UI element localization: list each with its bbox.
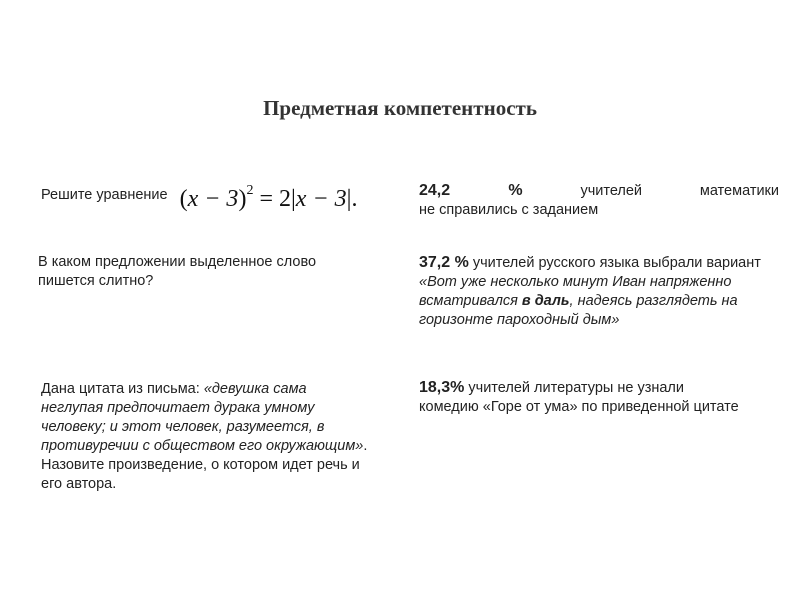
eq-abs-close: |	[346, 186, 352, 212]
result-literature-percent: 18,3%	[419, 379, 465, 396]
eq-rparen: )	[238, 186, 247, 212]
result-russian	[419, 253, 779, 330]
eq-power: 2	[246, 183, 254, 198]
equation	[179, 181, 358, 212]
quote-part: «Вот уже несколько минут Иван напряженно всматривался	[419, 274, 732, 309]
result-math	[419, 181, 779, 220]
task-outro: . Назовите произведение, о котором идет речь и его автора.	[41, 438, 368, 492]
result-literature-text: учителей литературы не узнали комедию «Горе от ума» по приведенной цитате	[419, 380, 739, 415]
result-russian-text: учителей русского языка выбрали вариант	[472, 255, 761, 271]
eq-lparen: (	[179, 186, 188, 212]
eq-abs-open: |	[290, 186, 296, 212]
result-math-line2: не справились с заданием	[419, 202, 599, 218]
eq-rhs: = 2	[253, 186, 291, 212]
eq-abs-expr: x − 3	[295, 186, 347, 212]
result-literature	[419, 378, 739, 417]
task-literature	[41, 380, 371, 494]
task-intro: Дана цитата из письма:	[41, 381, 204, 397]
result-math-text: учителей математики	[580, 183, 780, 199]
page-title: Предметная компетентность	[263, 96, 537, 120]
result-math-percent: 24,2 %	[419, 182, 523, 199]
eq-expr: x − 3	[187, 186, 239, 212]
task-quote: «девушка сама неглупая предпочитает дурака умному человеку; и этот человек, разумеется, в противуречии с обществом его окружающим»	[41, 381, 364, 454]
quote-highlighted-word: в даль	[521, 293, 570, 309]
task-russian: В каком предложении выделенное слово пишется слитно?	[38, 254, 317, 289]
quote-part: , надеясь разглядеть на горизонте пароходный дым»	[419, 293, 738, 328]
task-label: Решите уравнение	[41, 186, 168, 203]
result-russian-quote	[419, 273, 779, 330]
task-equation	[41, 181, 381, 212]
eq-tail: .	[351, 186, 358, 212]
result-math-line1	[419, 181, 779, 201]
result-russian-percent: 37,2 %	[419, 254, 469, 271]
